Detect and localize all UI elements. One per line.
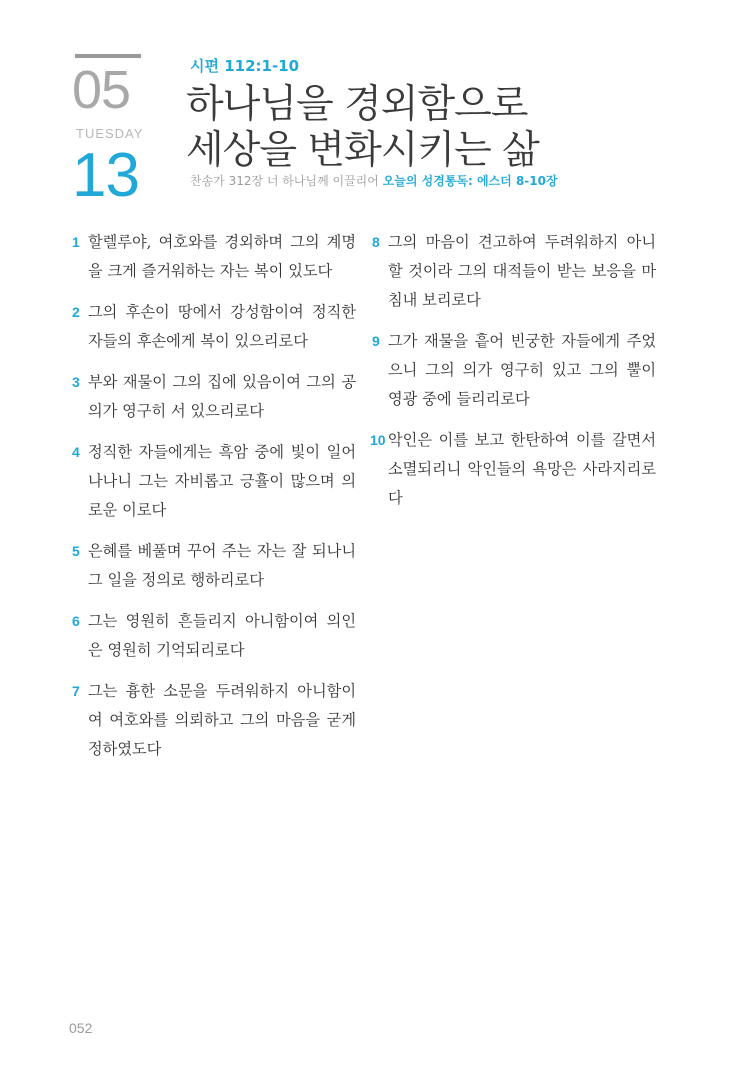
verse-number: 7 <box>72 683 80 699</box>
verse <box>72 298 356 356</box>
verse-number: 10 <box>370 432 386 448</box>
verse-number: 8 <box>372 234 380 250</box>
verses-column-right <box>370 228 656 525</box>
date-day: 13 <box>72 141 139 210</box>
verse <box>72 368 356 426</box>
scripture-reference: 시편 112:1-10 <box>190 57 300 75</box>
hymn-text: 찬송가 312장 너 하나님께 이끌리어 <box>190 174 379 188</box>
verse-number: 9 <box>372 333 380 349</box>
verse <box>370 426 656 513</box>
verse-text: 그는 흉한 소문을 두려워하지 아니함이여 여호와를 의뢰하고 그의 마음을 굳게 정하였도다 <box>88 682 356 758</box>
verse-text: 그의 마음이 견고하여 두려워하지 아니할 것이라 그의 대적들이 받는 보응을 마침내 보리로다 <box>388 233 656 309</box>
verse-number: 4 <box>72 444 80 460</box>
reading-plan: 오늘의 성경통독: 에스더 8-10장 <box>382 174 558 188</box>
page-number: 052 <box>69 1020 93 1036</box>
date-weekday: TUESDAY <box>76 126 144 141</box>
verse <box>372 228 656 315</box>
verse <box>72 537 356 595</box>
verse-number: 1 <box>72 234 80 250</box>
verse-text: 악인은 이를 보고 한탄하여 이를 갈면서 소멸되리니 악인들의 욕망은 사라지리로다 <box>388 431 656 507</box>
date-month: 05 <box>72 60 131 120</box>
title-line-1: 하나님을 경외함으로 <box>186 82 528 127</box>
hymn-line <box>190 172 558 189</box>
verse <box>72 228 356 286</box>
page-title <box>186 82 539 174</box>
verse-text: 그의 후손이 땅에서 강성함이여 정직한 자들의 후손에게 복이 있으리로다 <box>88 303 356 350</box>
verse <box>72 677 356 764</box>
verse-text: 은혜를 베풀며 꾸어 주는 자는 잘 되나니 그 일을 정의로 행하리로다 <box>88 542 356 589</box>
verse-number: 5 <box>72 543 80 559</box>
verse-number: 2 <box>72 304 80 320</box>
title-line-2: 세상을 변화시키는 삶 <box>186 128 539 173</box>
verse-text: 정직한 자들에게는 흑암 중에 빛이 일어나나니 그는 자비롭고 긍휼이 많으며 의로운 이로다 <box>88 443 356 519</box>
verse-text: 그는 영원히 흔들리지 아니함이여 의인은 영원히 기억되리로다 <box>88 612 356 659</box>
verse-number: 6 <box>72 613 80 629</box>
verse-text: 할렐루야, 여호와를 경외하며 그의 계명을 크게 즐거워하는 자는 복이 있도다 <box>88 233 356 280</box>
verse-text: 부와 재물이 그의 집에 있음이여 그의 공의가 영구히 서 있으리로다 <box>88 373 356 420</box>
verse-text: 그가 재물을 흩어 빈궁한 자들에게 주었으니 그의 의가 영구히 있고 그의 뿔이 영광 중에 들리리로다 <box>388 332 656 408</box>
verse <box>72 607 356 665</box>
verse-number: 3 <box>72 374 80 390</box>
verse <box>372 327 656 414</box>
verse <box>72 438 356 525</box>
verses-column-left <box>72 228 356 776</box>
